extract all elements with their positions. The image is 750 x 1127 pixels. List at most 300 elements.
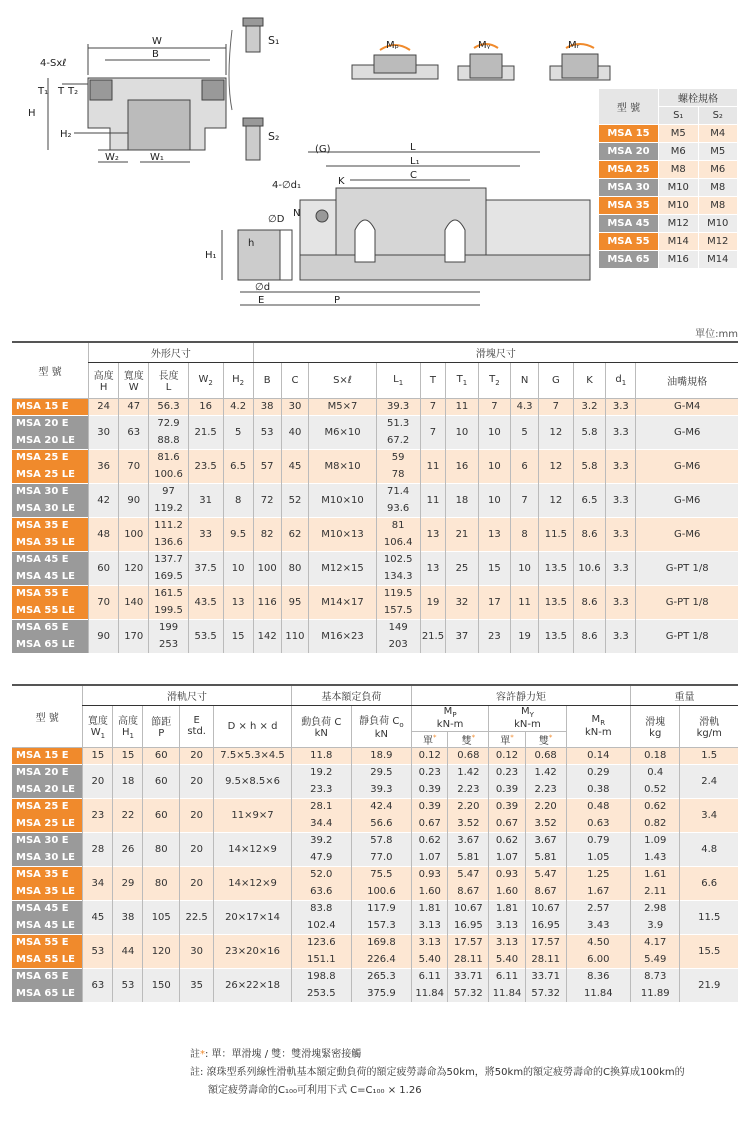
table-row: [12, 900, 738, 917]
cell-MYd: 5.47: [525, 866, 566, 883]
label-S2: S₂: [268, 130, 280, 143]
cell-G: 12: [538, 483, 573, 517]
cell-L1: 203: [376, 636, 420, 653]
cell-MPs: 0.93: [411, 866, 448, 883]
cell-T1: 32: [446, 585, 478, 619]
t2-col-sta: 靜負荷 $C_o$ kN: [351, 705, 411, 747]
cell-N: 5: [511, 415, 539, 449]
cell-L: 161.5: [149, 585, 188, 602]
cell-MPd: 10.67: [448, 900, 489, 917]
cell-C0: 169.8: [351, 934, 411, 951]
cell-H2: 10: [223, 551, 253, 585]
cell-H: 90: [89, 619, 119, 653]
cell-T1: 16: [446, 449, 478, 483]
cell-T: 7: [420, 398, 446, 415]
cell-L1: 78: [376, 466, 420, 483]
cell-W: 100: [119, 517, 149, 551]
cell-L1: 59: [376, 449, 420, 466]
label-d: ∅d: [255, 282, 271, 293]
cell-C: 11.8: [291, 747, 351, 764]
cell-MR: 11.84: [566, 985, 630, 1002]
cell-G: 7: [538, 398, 573, 415]
cell-MPs: 0.39: [411, 798, 448, 815]
cell-C: 198.8: [291, 968, 351, 985]
cell-L1: 106.4: [376, 534, 420, 551]
cell-Dhd: 11×9×7: [214, 798, 291, 832]
cell-MYs: 0.23: [489, 764, 526, 781]
cell-MR: 3.43: [566, 917, 630, 934]
cell-SxL: M10×10: [309, 483, 376, 517]
model-cell: MSA 65 LE: [12, 636, 89, 653]
t1-body: [12, 398, 738, 653]
cell-MPd: 16.95: [448, 917, 489, 934]
label-H: H: [28, 108, 36, 119]
cell-B: 57: [253, 449, 281, 483]
cell-H2: 6.5: [223, 449, 253, 483]
bolt-s2: M8: [698, 197, 738, 215]
cell-T: 11: [420, 449, 446, 483]
label-h: h: [248, 238, 255, 249]
bolt-s1: M10: [659, 179, 699, 197]
cell-MPs: 0.62: [411, 832, 448, 849]
table-row: [12, 619, 738, 636]
bolt-s2: M12: [698, 233, 738, 251]
bolt-table-body: [599, 125, 738, 269]
cell-MR: 1.05: [566, 849, 630, 866]
cell-T2: 10: [478, 483, 510, 517]
block-dimension-table: [12, 341, 738, 653]
table-row: [12, 866, 738, 883]
label-MR: Mᵣ: [568, 40, 580, 51]
cell-C0: 56.6: [351, 815, 411, 832]
cell-W1: 45: [83, 900, 113, 934]
cell-C: 123.6: [291, 934, 351, 951]
cell-blk: 1.09: [631, 832, 680, 849]
cell-G: 12: [538, 415, 573, 449]
model-cell: MSA 25 LE: [12, 466, 89, 483]
model-cell: MSA 25 E: [12, 798, 83, 815]
cell-MYd: 57.32: [525, 985, 566, 1002]
model-cell: MSA 55 LE: [12, 602, 89, 619]
cell-L1: 81: [376, 517, 420, 534]
cell-C: 253.5: [291, 985, 351, 1002]
model-cell: MSA 65 LE: [12, 985, 83, 1002]
cell-N: 11: [511, 585, 539, 619]
cell-MPd: 3.67: [448, 832, 489, 849]
bolt-model-header: 型 號: [599, 89, 659, 125]
cell-T: 7: [420, 415, 446, 449]
bolt-row: [599, 215, 738, 233]
cell-MPd: 57.32: [448, 985, 489, 1002]
model-cell: MSA 20 E: [12, 764, 83, 781]
cell-L: 119.2: [149, 500, 188, 517]
table-row: [12, 747, 738, 764]
cell-oil: G-M6: [636, 483, 738, 517]
cell-C: 34.4: [291, 815, 351, 832]
t2-col-MY: $M_Y$ kN-m: [489, 705, 566, 731]
cell-E: 20: [179, 747, 213, 764]
cell-MR: 0.14: [566, 747, 630, 764]
cell-L1: 157.5: [376, 602, 420, 619]
bolt-model: MSA 55: [599, 233, 659, 251]
cell-H1: 44: [113, 934, 143, 968]
cell-L: 137.7: [149, 551, 188, 568]
bolt-s1: M10: [659, 197, 699, 215]
cell-rail: 1.5: [680, 747, 738, 764]
cell-W2: 53.5: [188, 619, 223, 653]
cell-blk: 0.4: [631, 764, 680, 781]
cell-MYs: 6.11: [489, 968, 526, 985]
t1-col-T2: $T_2$: [478, 362, 510, 398]
cell-B: 53: [253, 415, 281, 449]
t2-my-double: 雙*: [525, 731, 566, 747]
cell-MYd: 5.81: [525, 849, 566, 866]
t2-col-W1: 寬度 $W_1$: [83, 705, 113, 747]
cell-B: 142: [253, 619, 281, 653]
cell-K: 3.2: [573, 398, 605, 415]
cell-W2: 31: [188, 483, 223, 517]
bolt-row: [599, 197, 738, 215]
cell-H2: 15: [223, 619, 253, 653]
bolt-s1: M14: [659, 233, 699, 251]
cell-L1: 149: [376, 619, 420, 636]
label-L1: L₁: [410, 156, 420, 167]
cell-MYd: 8.67: [525, 883, 566, 900]
cell-blk: 4.17: [631, 934, 680, 951]
cell-T1: 21: [446, 517, 478, 551]
t1-col-C: C: [281, 362, 309, 398]
bolt-s2: M14: [698, 251, 738, 269]
cell-oil: G-PT 1/8: [636, 551, 738, 585]
cell-H: 30: [89, 415, 119, 449]
cell-MYs: 0.62: [489, 832, 526, 849]
cell-P: 60: [143, 747, 180, 764]
model-cell: MSA 15 E: [12, 747, 83, 764]
cell-B: 116: [253, 585, 281, 619]
bolt-s1-header: S₁: [659, 107, 699, 125]
label-T1: T₁: [38, 86, 49, 97]
model-cell: MSA 25 E: [12, 449, 89, 466]
bolt-row: [599, 143, 738, 161]
cell-L1: 67.2: [376, 432, 420, 449]
label-T: T: [58, 86, 65, 97]
cell-T2: 7: [478, 398, 510, 415]
cell-Dhd: 20×17×14: [214, 900, 291, 934]
cell-W2: 21.5: [188, 415, 223, 449]
cell-P: 80: [143, 866, 180, 900]
cell-K: 8.6: [573, 517, 605, 551]
model-cell: MSA 65 E: [12, 619, 89, 636]
cell-P: 105: [143, 900, 180, 934]
cell-H1: 29: [113, 866, 143, 900]
cell-MPs: 6.11: [411, 968, 448, 985]
cell-oil: G-M6: [636, 415, 738, 449]
cell-MPd: 33.71: [448, 968, 489, 985]
bolt-row: [599, 251, 738, 269]
cell-H: 60: [89, 551, 119, 585]
cell-oil: G-M6: [636, 449, 738, 483]
bolt-s1: M8: [659, 161, 699, 179]
cell-MR: 8.36: [566, 968, 630, 985]
model-cell: MSA 30 E: [12, 832, 83, 849]
cell-blk: 0.52: [631, 781, 680, 798]
model-cell: MSA 55 E: [12, 934, 83, 951]
moment-labels: [386, 40, 580, 51]
cell-G: 13.5: [538, 551, 573, 585]
cell-C0: 18.9: [351, 747, 411, 764]
model-cell: MSA 45 E: [12, 900, 83, 917]
t2-col-P: 節距 P: [143, 705, 180, 747]
cell-G: 13.5: [538, 619, 573, 653]
cell-E: 20: [179, 764, 213, 798]
cell-MR: 1.67: [566, 883, 630, 900]
cell-MYs: 11.84: [489, 985, 526, 1002]
cell-blk: 2.11: [631, 883, 680, 900]
cell-SxL: M16×23: [309, 619, 376, 653]
cell-P: 80: [143, 832, 180, 866]
label-sxl: 4-Sxℓ: [40, 58, 67, 69]
bolt-model: MSA 20: [599, 143, 659, 161]
bolt-s2: M6: [698, 161, 738, 179]
cell-MYd: 0.68: [525, 747, 566, 764]
cell-G: 12: [538, 449, 573, 483]
cell-W2: 23.5: [188, 449, 223, 483]
cell-Dhd: 9.5×8.5×6: [214, 764, 291, 798]
cell-MR: 0.29: [566, 764, 630, 781]
cell-rail: 3.4: [680, 798, 738, 832]
cell-MPd: 3.52: [448, 815, 489, 832]
cell-MR: 2.57: [566, 900, 630, 917]
cell-W: 120: [119, 551, 149, 585]
cell-B: 100: [253, 551, 281, 585]
cell-oil: G-PT 1/8: [636, 585, 738, 619]
cell-L: 81.6: [149, 449, 188, 466]
t1-col-SxL: S×ℓ: [309, 362, 376, 398]
cell-L: 97: [149, 483, 188, 500]
label-C: C: [410, 170, 417, 181]
bolt-s2: M5: [698, 143, 738, 161]
cell-C0: 157.3: [351, 917, 411, 934]
table-row: [12, 934, 738, 951]
cell-d1: 3.3: [606, 483, 636, 517]
label-T2: T₂: [68, 86, 79, 97]
bolt-row: [599, 179, 738, 197]
cell-K: 5.8: [573, 415, 605, 449]
cell-SxL: M12×15: [309, 551, 376, 585]
bolt-s2: M8: [698, 179, 738, 197]
cell-MYd: 28.11: [525, 951, 566, 968]
label-H2: H₂: [60, 129, 72, 140]
cell-W1: 53: [83, 934, 113, 968]
cell-L1: 51.3: [376, 415, 420, 432]
cell-MR: 0.38: [566, 781, 630, 798]
cell-MPd: 0.68: [448, 747, 489, 764]
cell-K: 8.6: [573, 585, 605, 619]
cell-C: 40: [281, 415, 309, 449]
cell-C0: 100.6: [351, 883, 411, 900]
table-row: [12, 415, 738, 432]
note-1: 註*: 單：單滑塊 / 雙：雙滑塊緊密接觸: [190, 1049, 362, 1060]
t1-model-header: 型 號: [12, 342, 89, 398]
t2-col-E: E std.: [179, 705, 213, 747]
cell-C: 39.2: [291, 832, 351, 849]
cell-MYd: 3.67: [525, 832, 566, 849]
model-cell: MSA 30 LE: [12, 500, 89, 517]
note-2-line-2: 額定疲勞壽命的C₁₀₀可利用下式 C=C₁₀₀ × 1.26: [208, 1085, 422, 1096]
cell-oil: G-M4: [636, 398, 738, 415]
cell-W: 140: [119, 585, 149, 619]
cell-N: 8: [511, 517, 539, 551]
cell-T: 13: [420, 551, 446, 585]
cell-MYd: 10.67: [525, 900, 566, 917]
cell-H1: 22: [113, 798, 143, 832]
t2-mp-double: 雙*: [448, 731, 489, 747]
t1-col-B: B: [253, 362, 281, 398]
cell-MPd: 8.67: [448, 883, 489, 900]
t1-block-group: 滑塊尺寸: [253, 342, 738, 362]
cell-C: 19.2: [291, 764, 351, 781]
cell-W: 170: [119, 619, 149, 653]
cell-MPd: 5.81: [448, 849, 489, 866]
table-row: [12, 585, 738, 602]
cell-K: 6.5: [573, 483, 605, 517]
cell-rail: 15.5: [680, 934, 738, 968]
cell-H1: 18: [113, 764, 143, 798]
side-view-drawing: [222, 152, 590, 305]
note-2-line-1: 註: 滾珠型系列線性滑軌基本額定動負荷的額定疲勞壽命為50km，將50km的額定疲勞壽命的C換算成100km的: [190, 1067, 685, 1078]
t2-rail-group: 滑軌尺寸: [83, 685, 291, 705]
t1-col-G: G: [538, 362, 573, 398]
cell-W2: 37.5: [188, 551, 223, 585]
cell-MYd: 3.52: [525, 815, 566, 832]
cell-L1: 119.5: [376, 585, 420, 602]
model-cell: MSA 35 E: [12, 517, 89, 534]
cell-L1: 71.4: [376, 483, 420, 500]
model-cell: MSA 65 E: [12, 968, 83, 985]
model-cell: MSA 45 LE: [12, 568, 89, 585]
cell-MYs: 1.07: [489, 849, 526, 866]
cell-L1: 39.3: [376, 398, 420, 415]
cell-SxL: M5×7: [309, 398, 376, 415]
bolt-model: MSA 30: [599, 179, 659, 197]
cell-T2: 10: [478, 415, 510, 449]
cell-H: 36: [89, 449, 119, 483]
label-E: E: [258, 295, 265, 306]
cell-MPs: 3.13: [411, 934, 448, 951]
cell-H1: 38: [113, 900, 143, 934]
cell-MPs: 1.81: [411, 900, 448, 917]
cell-T2: 15: [478, 551, 510, 585]
cell-E: 30: [179, 934, 213, 968]
bolt-s2-header: S₂: [698, 107, 738, 125]
cell-C0: 39.3: [351, 781, 411, 798]
cell-E: 20: [179, 832, 213, 866]
t2-col-H1: 高度 $H_1$: [113, 705, 143, 747]
cell-blk: 0.82: [631, 815, 680, 832]
cell-N: 19: [511, 619, 539, 653]
cell-C: 63.6: [291, 883, 351, 900]
cell-MPs: 0.67: [411, 815, 448, 832]
cell-W: 70: [119, 449, 149, 483]
t2-my-single: 單*: [489, 731, 526, 747]
t1-col-T1: $T_1$: [446, 362, 478, 398]
cell-L: 199: [149, 619, 188, 636]
table-row: [12, 398, 738, 415]
cell-N: 7: [511, 483, 539, 517]
cell-blk: 11.89: [631, 985, 680, 1002]
cell-MPd: 2.20: [448, 798, 489, 815]
cell-MYs: 3.13: [489, 934, 526, 951]
cell-d1: 3.3: [606, 585, 636, 619]
cell-C0: 117.9: [351, 900, 411, 917]
cell-MR: 4.50: [566, 934, 630, 951]
label-W2: W₂: [105, 152, 119, 163]
cell-Dhd: 7.5×5.3×4.5: [214, 747, 291, 764]
cell-MYs: 0.39: [489, 798, 526, 815]
cell-T2: 23: [478, 619, 510, 653]
cell-C: 95: [281, 585, 309, 619]
model-cell: MSA 35 LE: [12, 883, 83, 900]
cell-Dhd: 14×12×9: [214, 866, 291, 900]
cell-C0: 75.5: [351, 866, 411, 883]
cell-L: 253: [149, 636, 188, 653]
cell-W1: 20: [83, 764, 113, 798]
cell-C: 151.1: [291, 951, 351, 968]
cell-C0: 57.8: [351, 832, 411, 849]
cell-MPd: 5.47: [448, 866, 489, 883]
cell-MYd: 1.42: [525, 764, 566, 781]
model-cell: MSA 15 E: [12, 398, 89, 415]
label-B: B: [152, 49, 159, 60]
cell-H1: 53: [113, 968, 143, 1002]
cell-blk: 1.61: [631, 866, 680, 883]
cell-W1: 63: [83, 968, 113, 1002]
table-row: [12, 517, 738, 534]
bolt-row: [599, 125, 738, 143]
cell-MPs: 0.23: [411, 764, 448, 781]
cell-oil: G-PT 1/8: [636, 619, 738, 653]
model-cell: MSA 45 LE: [12, 917, 83, 934]
cell-E: 20: [179, 798, 213, 832]
cell-MPs: 0.12: [411, 747, 448, 764]
cell-C0: 375.9: [351, 985, 411, 1002]
cell-Dhd: 26×22×18: [214, 968, 291, 1002]
cell-G: 11.5: [538, 517, 573, 551]
bolt-model: MSA 25: [599, 161, 659, 179]
cell-MR: 0.48: [566, 798, 630, 815]
t1-col-H: 高度 H: [89, 362, 119, 398]
label-P: P: [334, 295, 341, 306]
model-cell: MSA 35 LE: [12, 534, 89, 551]
label-N: N: [293, 208, 301, 219]
cell-L: 111.2: [149, 517, 188, 534]
cell-T: 11: [420, 483, 446, 517]
model-cell: MSA 35 E: [12, 866, 83, 883]
bolt-s1: M6: [659, 143, 699, 161]
t1-col-L: 長度 L: [149, 362, 188, 398]
cell-G: 13.5: [538, 585, 573, 619]
rail-load-table: [12, 684, 738, 1002]
cell-MPs: 0.39: [411, 781, 448, 798]
bolt-s1: M5: [659, 125, 699, 143]
cell-N: 10: [511, 551, 539, 585]
bolt-row: [599, 233, 738, 251]
cell-d1: 3.3: [606, 619, 636, 653]
cell-C: 110: [281, 619, 309, 653]
cell-MYd: 33.71: [525, 968, 566, 985]
table-row: [12, 449, 738, 466]
cell-E: 35: [179, 968, 213, 1002]
